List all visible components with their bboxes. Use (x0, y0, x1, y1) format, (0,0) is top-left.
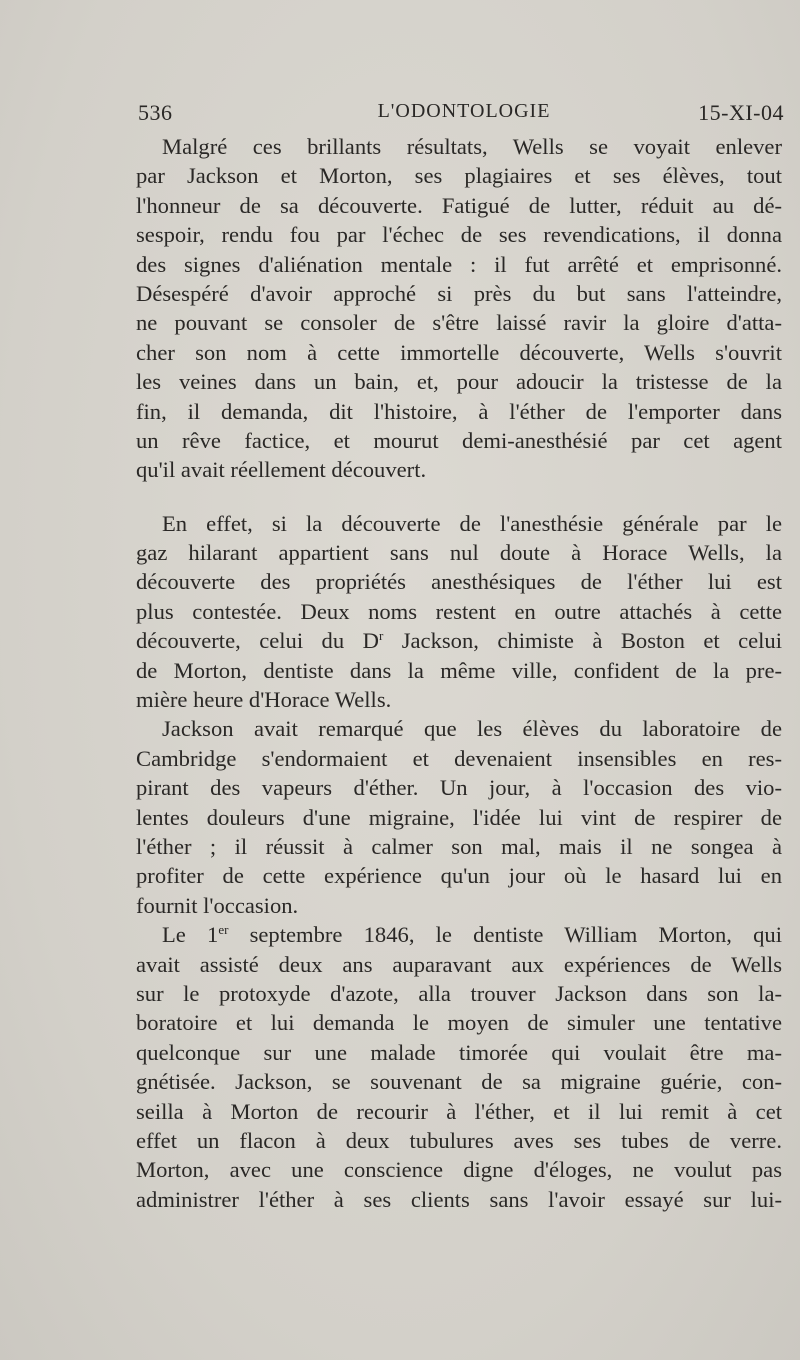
page-number: 536 (138, 100, 173, 125)
text-line: par Jackson et Morton, ses plagiaires et ses élèves, tout (136, 163, 782, 189)
text-line: gnétisée. Jackson, se souvenant de sa migraine guérie, con- (136, 1069, 782, 1095)
text-line: des signes d'aliénation mentale : il fut arrêté et emprisonné. (136, 251, 782, 277)
issue-date: 15-XI-04 (698, 100, 784, 125)
text-line: l'honneur de sa découverte. Fatigué de lutter, réduit au dé- (136, 192, 782, 218)
text-line: fournit l'occasion. (136, 892, 299, 918)
text-line: un rêve factice, et mourut demi-anesthésié par cet agent (136, 427, 782, 453)
text-line: gaz hilarant appartient sans nul doute à Horace Wells, la (136, 540, 782, 566)
paragraph (136, 714, 782, 920)
text-line: qu'il avait réellement découvert. (136, 457, 427, 483)
text-fragment: Jackson, chimiste à Boston et celui (383, 628, 782, 654)
text-line (136, 920, 782, 949)
text-line: plus contestée. Deux noms restent en outre attachés à cette (136, 598, 782, 624)
text-line: sur le protoxyde d'azote, alla trouver Jackson dans son la- (136, 980, 782, 1006)
text-line: l'éther ; il réussit à calmer son mal, mais il ne songea à (136, 833, 782, 859)
journal-title: L'ODONTOLOGIE (377, 100, 551, 122)
text-line: ne pouvant se consoler de s'être laissé ravir la gloire d'atta- (136, 310, 782, 336)
text-line: En effet, si la découverte de l'anesthésie générale par le (162, 510, 782, 536)
text-line: mière heure d'Horace Wells. (136, 687, 392, 713)
text-line: Jackson avait remarqué que les élèves du laboratoire de (162, 716, 782, 742)
text-fragment: découverte, celui du D (136, 628, 379, 654)
text-line: profiter de cette expérience qu'un jour où le hasard lui en (136, 863, 782, 889)
text-line: Désespéré d'avoir approché si près du but sans l'atteindre, (136, 280, 782, 306)
text-line: lentes douleurs d'une migraine, l'idée lui vint de respirer de (136, 804, 782, 830)
text-fragment: Le 1 (162, 922, 219, 948)
paragraph (136, 509, 782, 715)
superscript: er (218, 922, 229, 938)
paragraph (136, 132, 782, 485)
paragraph (136, 920, 782, 1214)
text-fragment: septembre 1846, le dentiste William Morton, qui (228, 922, 782, 948)
text-line: cher son nom à cette immortelle découverte, Wells s'ouvrit (136, 339, 782, 365)
text-line: seilla à Morton de recourir à l'éther, et il lui remit à cet (136, 1098, 782, 1124)
text-line: de Morton, dentiste dans la même ville, confident de la pre- (136, 657, 782, 683)
text-line: découverte des propriétés anesthésiques de l'éther lui est (136, 569, 782, 595)
text-line: effet un flacon à deux tubulures aves ses tubes de verre. (136, 1127, 782, 1153)
text-line: boratoire et lui demanda le moyen de simuler une tentative (136, 1010, 782, 1036)
running-head (138, 100, 790, 130)
superscript: r (378, 628, 384, 644)
text-line: avait assisté deux ans auparavant aux expériences de Wells (136, 951, 782, 977)
body-text (136, 132, 782, 1214)
paragraph-gap (136, 485, 782, 509)
text-line: Malgré ces brillants résultats, Wells se voyait enlever (162, 134, 782, 159)
text-line: Cambridge s'endormaient et devenaient insensibles en res- (136, 745, 782, 771)
text-line: pirant des vapeurs d'éther. Un jour, à l'occasion des vio- (136, 775, 782, 801)
text-line: fin, il demanda, dit l'histoire, à l'éther de l'emporter dans (136, 398, 782, 424)
text-line: quelconque sur une malade timorée qui voulait être ma- (136, 1039, 782, 1065)
text-line: les veines dans un bain, et, pour adoucir la tristesse de la (136, 369, 782, 395)
text-line: administrer l'éther à ses clients sans l'avoir essayé sur lui- (136, 1186, 782, 1212)
text-line: sespoir, rendu fou par l'échec de ses revendications, il donna (136, 222, 782, 248)
text-line (136, 626, 782, 655)
text-line: Morton, avec une conscience digne d'éloges, ne voulut pas (136, 1157, 782, 1183)
